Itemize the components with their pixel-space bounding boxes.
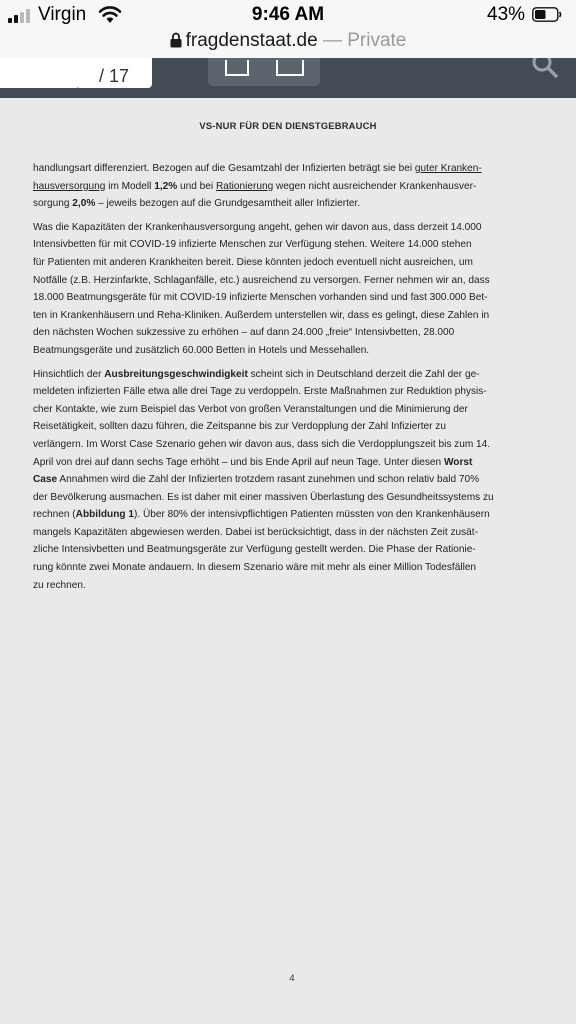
underlined-term: guter Kranken- [414,163,482,174]
paragraph-spread [33,366,552,595]
text-line: zu rechnen. [33,579,86,591]
bold-term: Case [33,474,58,486]
text-line: 18.000 Beatmungsgeräte für mit COVID-19 infizierte Menschen vorhanden sind und fast 300.000 Bet- [33,292,488,304]
battery-icon [532,7,562,22]
text-run: April von drei auf dann sechs Tage erhöht – und bis Ende April auf neun Tage. Unter diesen [33,456,444,468]
text-line: ten in Krankenhäusern und Reha-Kliniken. Außerdem unterstellen wir, dass es gelingt, diese Zahlen in [33,309,490,321]
text-run: – jeweils bezogen auf die Grundgesamtheit aller Infizierter. [95,198,361,210]
page-number: 4 [289,973,295,984]
text-line: den nächsten Wochen sukzessive zu erhöhen – auf dann 24.000 „freie“ Intensivbetten, 28.000 [33,327,455,339]
private-mode-label: Private [347,30,407,51]
url-domain: fragdenstaat.de [185,30,318,51]
text-line: Reisetätigkeit, sollten dazu führen, die Zeitspanne bis zur Verdopplung der Zahl Infizierter zu [33,421,446,433]
view-tools [208,58,320,86]
text-run: im Modell [105,180,155,192]
text-run: Annahmen wird die Zahl der Infizierten trotzdem rasant zunehmen und schon relativ bald 70% [57,474,480,486]
underlined-term: Rationierung [215,180,274,192]
outline-toggle-icon[interactable] [276,60,304,76]
carrier-name: Virgin [38,4,87,25]
text-line: verlängern. Im Worst Case Szenario gehen wir davon aus, dass sich die Verdopplungszeit bis zum 14. [33,438,491,450]
bold-value: 2,0% [72,198,96,210]
pdf-viewer-toolbar [0,58,576,98]
text-run: wegen nicht ausreichender Krankenhausver- [273,180,477,192]
text-line: meldeten infizierten Fälle etwa alle drei Tage zu verdoppeln. Erste Maßnahmen zur Reduktion physis- [33,386,487,398]
text-line: Notfälle (z.B. Herzinfarkte, Schlaganfälle, etc.) ausreichend zu versorgen. Ferner nehmen wir an, dass [33,274,490,286]
clock: 9:46 AM [251,4,325,25]
address-bar[interactable] [0,28,576,58]
document-body [33,160,552,600]
underlined-term: hausversorgung [33,180,106,192]
text-run: und bei [177,180,216,192]
battery-percentage: 43% [487,4,526,25]
page-total-text: / 17 [98,66,130,86]
status-bar [0,0,576,28]
text-line: für Patienten mit anderen Krankheiten bereit. Diese könnten jedoch eventuell nicht ausreichen, um [33,256,473,268]
text-line: Intensivbetten für mit COVID-19 infizierte Menschen zur Verfügung stehen. Weitere 14.000 stehen [33,239,472,251]
page-number-input[interactable] [0,58,80,88]
text-run: rechnen ( [33,509,76,521]
paragraph-mortality [33,160,552,213]
search-icon[interactable] [528,58,560,80]
bold-term: Ausbreitungsgeschwindigkeit [104,368,248,380]
text-run: scheint sich in Deutschland derzeit die Zahl der ge- [247,368,480,380]
lock-icon [170,32,182,48]
paragraph-capacities [33,219,552,360]
text-line: Was die Kapazitäten der Krankenhausversorgung angeht, gehen wir davon aus, dass derzeit 14.000 [33,221,482,233]
bold-term: Worst [443,456,473,468]
url-separator: — [317,30,348,51]
text-line: rung könnte zwei Monate andauern. In diesem Szenario wäre mit mehr als einer Million Todesfällen [33,562,477,574]
text-run: handlungsart differenziert. Bezogen auf die Gesamtzahl der Infizierten beträgt sie bei [33,163,415,174]
pdf-page [0,98,576,1024]
text-run: ). Über 80% der intensivpflichtigen Patienten müssten von den Krankenhäusern [133,509,490,521]
text-line: cher Kontakte, wie zum Beispiel das Verbot von großen Veranstaltungen und die Minimierung der [33,403,468,415]
text-line: Beatmungsgeräte und zusätzlich 60.000 Betten in Hotels und Messehallen. [33,344,370,356]
page-total [76,58,152,88]
text-line: der Bevölkerung ausmachen. Es ist daher mit einer massiven Überlastung des Gesundheitssystems zu [33,491,494,503]
classification-header: VS-NUR FÜR DEN DIENSTGEBRAUCH [199,120,377,131]
text-line: mangels Kapazitäten abgewiesen werden. Dabei ist berücksichtigt, dass in der nächsten Zeit zusät- [33,526,478,538]
text-line: zliche Intensivbetten und Beatmungsgeräte zur Verfügung gestellt werden. Die Phase der Rationie- [33,544,476,556]
text-run: Hinsichtlich der [33,368,105,380]
text-run: sorgung [33,198,73,210]
figure-reference: Abbildung 1 [75,509,134,521]
bold-value: 1,2% [154,180,178,192]
sidebar-toggle-icon[interactable] [225,60,249,76]
